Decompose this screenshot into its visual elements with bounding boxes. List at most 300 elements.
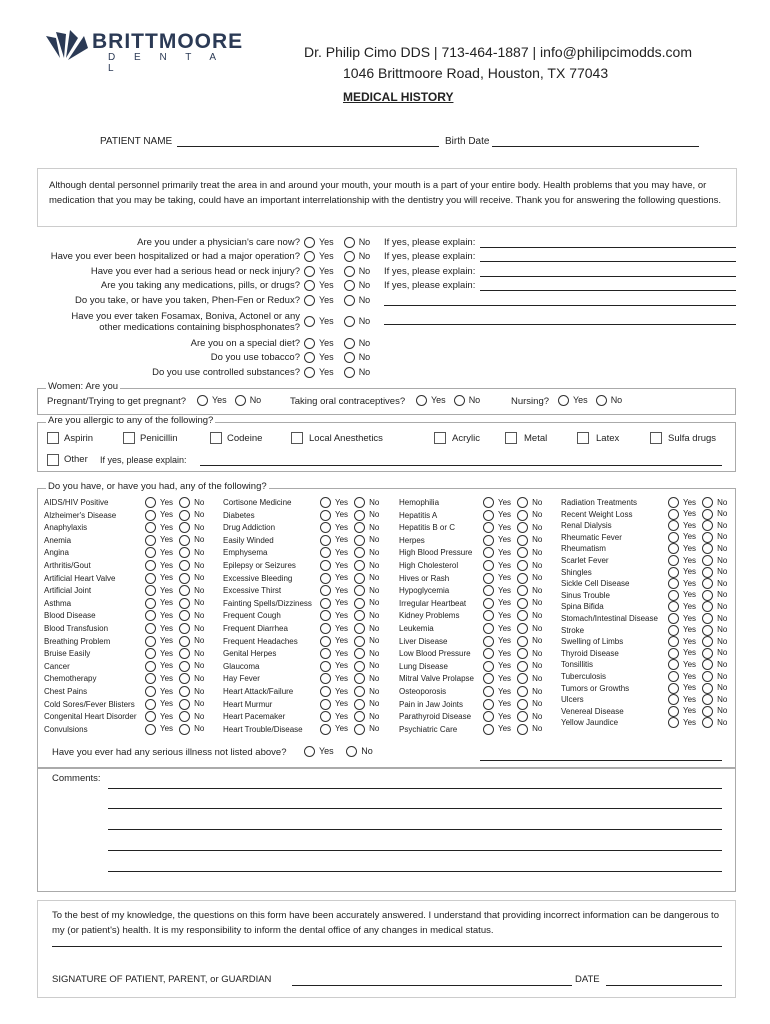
yes-label: Yes [335,611,349,620]
condition-3-7-no-radio[interactable] [702,578,713,589]
no-label: No [369,699,380,709]
condition-0-7-yes-radio[interactable] [145,585,156,596]
yes-label: Yes [573,395,588,405]
condition-0-14-yes-radio[interactable] [145,673,156,684]
condition-2-17-no-radio[interactable] [517,711,528,722]
question-8-no-radio[interactable] [344,367,355,378]
condition-label: Parathyroid Disease [399,712,472,722]
no-label: No [358,367,371,377]
condition-3-5-no-radio[interactable] [702,555,713,566]
condition-3-19-yes-radio[interactable] [668,717,679,728]
condition-0-15-yes-radio[interactable] [145,686,156,697]
condition-3-1-choice [668,509,737,520]
condition-0-0-yes-radio[interactable] [145,497,156,508]
condition-2-5-no-radio[interactable] [517,560,528,571]
condition-1-12-yes-radio[interactable] [320,648,331,659]
explain-line[interactable] [480,261,736,262]
condition-3-10-no-radio[interactable] [702,613,713,624]
condition-0-16-choice [145,699,214,710]
condition-1-4-no-radio[interactable] [354,547,365,558]
condition-3-0-no-radio[interactable] [702,497,713,508]
condition-1-8-yes-radio[interactable] [320,598,331,609]
condition-2-1-choice [483,510,552,521]
condition-label: Congenital Heart Disorder [44,712,137,722]
question-7-no-radio[interactable] [344,352,355,363]
condition-1-14-yes-radio[interactable] [320,673,331,684]
condition-2-8-no-radio[interactable] [517,598,528,609]
no-label: No [717,613,728,623]
women-2-yes-radio[interactable] [558,395,569,406]
explain-line[interactable] [384,324,736,325]
question-3-choice [304,280,380,291]
condition-0-18-yes-radio[interactable] [145,724,156,735]
women-0-no-radio[interactable] [235,395,246,406]
condition-1-3-choice [320,535,389,546]
condition-3-2-yes-radio[interactable] [668,520,679,531]
allergy-checkbox[interactable] [210,432,222,444]
condition-1-4-yes-radio[interactable] [320,547,331,558]
condition-2-6-yes-radio[interactable] [483,573,494,584]
condition-label: Hay Fever [223,674,260,684]
condition-label: Genital Herpes [223,649,277,659]
condition-3-12-no-radio[interactable] [702,636,713,647]
condition-label: Tonsillitis [561,660,594,670]
condition-1-9-choice [320,610,389,621]
question-0-yes-radio[interactable] [304,237,315,248]
condition-1-11-yes-radio[interactable] [320,636,331,647]
question-3-yes-radio[interactable] [304,280,315,291]
condition-1-5-yes-radio[interactable] [320,560,331,571]
no-label: No [194,573,205,583]
condition-label: Blood Transfusion [44,624,109,633]
condition-0-3-no-radio[interactable] [179,535,190,546]
condition-1-7-yes-radio[interactable] [320,585,331,596]
condition-0-15-no-radio[interactable] [179,686,190,697]
condition-2-8-yes-radio[interactable] [483,598,494,609]
other-checkbox[interactable] [47,454,59,466]
women-2-no-radio[interactable] [596,395,607,406]
condition-3-16-yes-radio[interactable] [668,683,679,694]
comment-line-2[interactable] [108,808,722,809]
condition-0-4-no-radio[interactable] [179,547,190,558]
yes-label: Yes [160,623,174,633]
condition-0-18-no-radio[interactable] [179,724,190,735]
signature-label: SIGNATURE OF PATIENT, PARENT, or GUARDIAN [52,974,272,985]
condition-1-12-no-radio[interactable] [354,648,365,659]
yes-label: Yes [683,590,697,600]
condition-2-2-yes-radio[interactable] [483,522,494,533]
condition-label: Rheumatic Fever [561,532,622,542]
condition-1-15-yes-radio[interactable] [320,686,331,697]
yes-label: Yes [160,510,174,520]
condition-3-1-no-radio[interactable] [702,509,713,520]
no-label: No [369,686,380,696]
condition-2-12-yes-radio[interactable] [483,648,494,659]
condition-3-15-yes-radio[interactable] [668,671,679,682]
allergy-label: Sulfa drugs [668,433,717,444]
condition-2-17-yes-radio[interactable] [483,711,494,722]
allergy-checkbox[interactable] [577,432,589,444]
no-label: No [369,560,380,570]
condition-0-9-choice [145,610,214,621]
question-1-yes-radio[interactable] [304,251,315,262]
yes-label: Yes [683,718,697,727]
condition-3-18-choice [668,706,737,717]
condition-3-10-yes-radio[interactable] [668,613,679,624]
question-2-yes-radio[interactable] [304,266,315,277]
allergy-checkbox[interactable] [505,432,517,444]
date-field[interactable] [606,985,722,986]
condition-3-5-yes-radio[interactable] [668,555,679,566]
condition-2-7-no-radio[interactable] [517,585,528,596]
question-text: Have you ever been hospitalized or had a major operation? [50,251,300,262]
condition-3-8-yes-radio[interactable] [668,590,679,601]
explain-line[interactable] [480,290,736,291]
condition-1-0-no-radio[interactable] [354,497,365,508]
yes-label: Yes [683,694,697,704]
condition-0-6-no-radio[interactable] [179,573,190,584]
condition-1-2-no-radio[interactable] [354,522,365,533]
no-label: No [194,522,205,532]
condition-1-17-no-radio[interactable] [354,711,365,722]
explain-line[interactable] [480,247,736,248]
condition-1-6-yes-radio[interactable] [320,573,331,584]
condition-3-11-yes-radio[interactable] [668,625,679,636]
condition-1-5-choice [320,560,389,571]
condition-label: Heart Attack/Failure [223,687,294,696]
yes-label: Yes [319,280,334,290]
explain-label: If yes, please explain: [384,251,476,262]
condition-2-1-yes-radio[interactable] [483,510,494,521]
condition-1-8-no-radio[interactable] [354,598,365,609]
condition-2-2-no-radio[interactable] [517,522,528,533]
condition-label: Cold Sores/Fever Blisters [44,699,135,709]
condition-1-3-no-radio[interactable] [354,535,365,546]
condition-label: Radiation Treatments [561,498,638,507]
condition-3-18-yes-radio[interactable] [668,706,679,717]
condition-2-4-yes-radio[interactable] [483,547,494,558]
yes-label: Yes [319,316,334,326]
no-label: No [358,266,371,276]
condition-1-17-choice [320,711,389,722]
condition-2-18-no-radio[interactable] [517,724,528,735]
condition-1-1-yes-radio[interactable] [320,510,331,521]
condition-1-1-choice [320,510,389,521]
condition-1-2-yes-radio[interactable] [320,522,331,533]
women-1-yes-radio[interactable] [416,395,427,406]
condition-3-6-no-radio[interactable] [702,567,713,578]
condition-3-17-no-radio[interactable] [702,694,713,705]
condition-3-15-no-radio[interactable] [702,671,713,682]
footer-statement: To the best of my knowledge, the questions on this form have been accurately answered. I understand that providing incorrect information can be dangerous to my (or patient's) health. It is my responsibility to inform the dental office of any changes in medical status. [52,910,719,936]
question-8-yes-radio[interactable] [304,367,315,378]
comment-line-4[interactable] [108,850,722,851]
condition-3-1-yes-radio[interactable] [668,509,679,520]
condition-3-14-no-radio[interactable] [702,659,713,670]
women-1-no-radio[interactable] [454,395,465,406]
condition-1-13-yes-radio[interactable] [320,661,331,672]
yes-label: Yes [498,674,512,683]
no-label: No [717,718,728,727]
condition-3-15-choice [668,671,737,682]
condition-3-3-yes-radio[interactable] [668,532,679,543]
serious-illness-question: Have you ever had any serious illness not listed above? [52,747,287,758]
comment-line-5[interactable] [108,871,722,872]
condition-1-7-no-radio[interactable] [354,585,365,596]
condition-label: Frequent Diarrhea [223,624,288,633]
serious-yes-radio[interactable] [304,746,315,757]
condition-1-5-no-radio[interactable] [354,560,365,571]
condition-1-0-yes-radio[interactable] [320,497,331,508]
condition-2-0-no-radio[interactable] [517,497,528,508]
condition-2-0-yes-radio[interactable] [483,497,494,508]
no-label: No [532,510,543,520]
condition-3-14-yes-radio[interactable] [668,659,679,670]
condition-2-7-yes-radio[interactable] [483,585,494,596]
comment-line-1[interactable] [108,788,722,789]
yes-label: Yes [683,660,697,669]
condition-0-2-no-radio[interactable] [179,522,190,533]
question-4-no-radio[interactable] [344,295,355,306]
condition-2-15-no-radio[interactable] [517,686,528,697]
condition-2-1-no-radio[interactable] [517,510,528,521]
condition-3-4-choice [668,543,737,554]
condition-3-2-no-radio[interactable] [702,520,713,531]
no-label: No [369,522,380,532]
yes-label: Yes [160,573,174,583]
condition-0-10-no-radio[interactable] [179,623,190,634]
condition-1-15-no-radio[interactable] [354,686,365,697]
condition-0-14-no-radio[interactable] [179,673,190,684]
condition-0-8-no-radio[interactable] [179,598,190,609]
condition-1-16-no-radio[interactable] [354,699,365,710]
condition-0-1-no-radio[interactable] [179,510,190,521]
serious-illness-line[interactable] [480,760,722,761]
condition-0-5-yes-radio[interactable] [145,560,156,571]
explain-line[interactable] [384,305,736,306]
condition-3-0-choice [668,497,737,508]
condition-1-4-choice [320,547,389,558]
no-label: No [369,661,380,671]
yes-label: Yes [498,636,512,646]
yes-label: Yes [498,560,512,570]
condition-1-18-yes-radio[interactable] [320,724,331,735]
condition-2-14-no-radio[interactable] [517,673,528,684]
question-2-no-radio[interactable] [344,266,355,277]
condition-0-11-choice [145,636,214,647]
condition-0-8-yes-radio[interactable] [145,598,156,609]
condition-3-16-no-radio[interactable] [702,683,713,694]
patient-name-field[interactable] [177,146,439,147]
condition-label: Ulcers [561,695,584,705]
condition-0-13-yes-radio[interactable] [145,661,156,672]
no-label: No [358,338,371,348]
condition-0-1-yes-radio[interactable] [145,510,156,521]
no-label: No [532,648,543,658]
condition-1-9-no-radio[interactable] [354,610,365,621]
allergy-checkbox[interactable] [434,432,446,444]
condition-2-11-no-radio[interactable] [517,636,528,647]
condition-0-16-no-radio[interactable] [179,699,190,710]
condition-0-10-choice [145,623,214,634]
condition-2-16-no-radio[interactable] [517,699,528,710]
condition-0-15-choice [145,686,214,697]
condition-2-11-choice [483,636,552,647]
no-label: No [194,661,205,671]
condition-1-11-no-radio[interactable] [354,636,365,647]
condition-3-8-no-radio[interactable] [702,590,713,601]
condition-2-5-yes-radio[interactable] [483,560,494,571]
condition-label: Recent Weight Loss [561,509,633,519]
condition-0-4-yes-radio[interactable] [145,547,156,558]
question-6-yes-radio[interactable] [304,338,315,349]
condition-3-3-no-radio[interactable] [702,532,713,543]
condition-label: Liver Disease [399,636,448,646]
condition-2-15-choice [483,686,552,697]
yes-label: Yes [683,520,697,530]
condition-0-7-no-radio[interactable] [179,585,190,596]
serious-no-radio[interactable] [346,746,357,757]
condition-3-8-choice [668,590,737,601]
condition-3-12-yes-radio[interactable] [668,636,679,647]
condition-1-3-yes-radio[interactable] [320,535,331,546]
condition-1-18-no-radio[interactable] [354,724,365,735]
condition-3-9-no-radio[interactable] [702,601,713,612]
condition-3-11-no-radio[interactable] [702,625,713,636]
no-label: No [369,648,380,658]
condition-2-9-no-radio[interactable] [517,610,528,621]
condition-0-12-yes-radio[interactable] [145,648,156,659]
condition-0-0-no-radio[interactable] [179,497,190,508]
condition-2-10-no-radio[interactable] [517,623,528,634]
condition-0-9-yes-radio[interactable] [145,610,156,621]
condition-0-12-no-radio[interactable] [179,648,190,659]
yes-label: Yes [335,598,349,608]
explain-line[interactable] [480,276,736,277]
condition-2-9-yes-radio[interactable] [483,610,494,621]
question-5-choice [304,316,380,327]
question-5-yes-radio[interactable] [304,316,315,327]
condition-2-3-yes-radio[interactable] [483,535,494,546]
condition-1-6-no-radio[interactable] [354,573,365,584]
no-label: No [532,548,543,557]
condition-2-4-no-radio[interactable] [517,547,528,558]
condition-1-10-yes-radio[interactable] [320,623,331,634]
women-0-yes-radio[interactable] [197,395,208,406]
condition-2-9-choice [483,610,552,621]
condition-2-6-no-radio[interactable] [517,573,528,584]
condition-2-3-no-radio[interactable] [517,535,528,546]
condition-0-9-no-radio[interactable] [179,610,190,621]
condition-2-11-yes-radio[interactable] [483,636,494,647]
condition-3-13-choice [668,648,737,659]
condition-0-2-yes-radio[interactable] [145,522,156,533]
condition-2-15-yes-radio[interactable] [483,686,494,697]
condition-0-11-yes-radio[interactable] [145,636,156,647]
condition-0-16-yes-radio[interactable] [145,699,156,710]
signature-field[interactable] [292,985,572,986]
allergy-explain-line[interactable] [200,465,722,466]
birth-date-field[interactable] [492,146,699,147]
condition-1-17-yes-radio[interactable] [320,711,331,722]
condition-0-5-no-radio[interactable] [179,560,190,571]
question-text: Are you taking any medications, pills, or drugs? [100,280,300,291]
condition-3-7-yes-radio[interactable] [668,578,679,589]
yes-label: Yes [160,674,174,683]
condition-1-12-choice [320,648,389,659]
condition-3-4-yes-radio[interactable] [668,543,679,554]
intro-text: Although dental personnel primarily treat the area in and around your mouth, your mouth is a part of your entire body. Health problems that you may have, or medication that you may be taking, could have an important interrelationship with the dentistry you will receive. Thank you for answering the following questions. [49,180,722,206]
condition-0-11-no-radio[interactable] [179,636,190,647]
allergy-checkbox[interactable] [47,432,59,444]
condition-label: Diabetes [223,510,255,520]
condition-3-19-no-radio[interactable] [702,717,713,728]
condition-1-14-no-radio[interactable] [354,673,365,684]
women-question: Nursing? [511,396,550,407]
yes-label: Yes [319,251,334,261]
allergy-checkbox[interactable] [650,432,662,444]
no-label: No [717,509,728,519]
condition-2-10-yes-radio[interactable] [483,623,494,634]
condition-3-0-yes-radio[interactable] [668,497,679,508]
condition-1-13-no-radio[interactable] [354,661,365,672]
condition-2-13-no-radio[interactable] [517,661,528,672]
question-4-yes-radio[interactable] [304,295,315,306]
question-1-no-radio[interactable] [344,251,355,262]
no-label: No [358,280,371,290]
condition-0-17-no-radio[interactable] [179,711,190,722]
question-5-no-radio[interactable] [344,316,355,327]
condition-1-9-yes-radio[interactable] [320,610,331,621]
condition-0-6-yes-radio[interactable] [145,573,156,584]
condition-2-6-choice [483,573,552,584]
question-3-no-radio[interactable] [344,280,355,291]
condition-0-13-no-radio[interactable] [179,661,190,672]
condition-2-18-yes-radio[interactable] [483,724,494,735]
condition-0-17-yes-radio[interactable] [145,711,156,722]
question-1-choice [304,251,380,262]
condition-2-16-yes-radio[interactable] [483,699,494,710]
no-label: No [194,648,205,658]
condition-0-3-yes-radio[interactable] [145,535,156,546]
yes-label: Yes [498,686,512,696]
condition-2-13-yes-radio[interactable] [483,661,494,672]
condition-2-12-no-radio[interactable] [517,648,528,659]
yes-label: Yes [335,510,349,520]
condition-3-18-no-radio[interactable] [702,706,713,717]
question-0-no-radio[interactable] [344,237,355,248]
footer-divider [52,946,722,947]
condition-3-9-yes-radio[interactable] [668,601,679,612]
condition-3-4-no-radio[interactable] [702,543,713,554]
condition-3-17-yes-radio[interactable] [668,694,679,705]
condition-2-14-yes-radio[interactable] [483,673,494,684]
condition-0-10-yes-radio[interactable] [145,623,156,634]
allergy-checkbox[interactable] [291,432,303,444]
condition-1-1-no-radio[interactable] [354,510,365,521]
condition-1-10-no-radio[interactable] [354,623,365,634]
condition-3-13-yes-radio[interactable] [668,648,679,659]
condition-3-13-no-radio[interactable] [702,648,713,659]
allergy-checkbox[interactable] [123,432,135,444]
question-6-no-radio[interactable] [344,338,355,349]
condition-3-6-yes-radio[interactable] [668,567,679,578]
condition-label: Alzheimer's Disease [44,510,117,520]
condition-3-2-choice [668,520,737,531]
question-7-yes-radio[interactable] [304,352,315,363]
comment-line-3[interactable] [108,829,722,830]
condition-1-16-yes-radio[interactable] [320,699,331,710]
